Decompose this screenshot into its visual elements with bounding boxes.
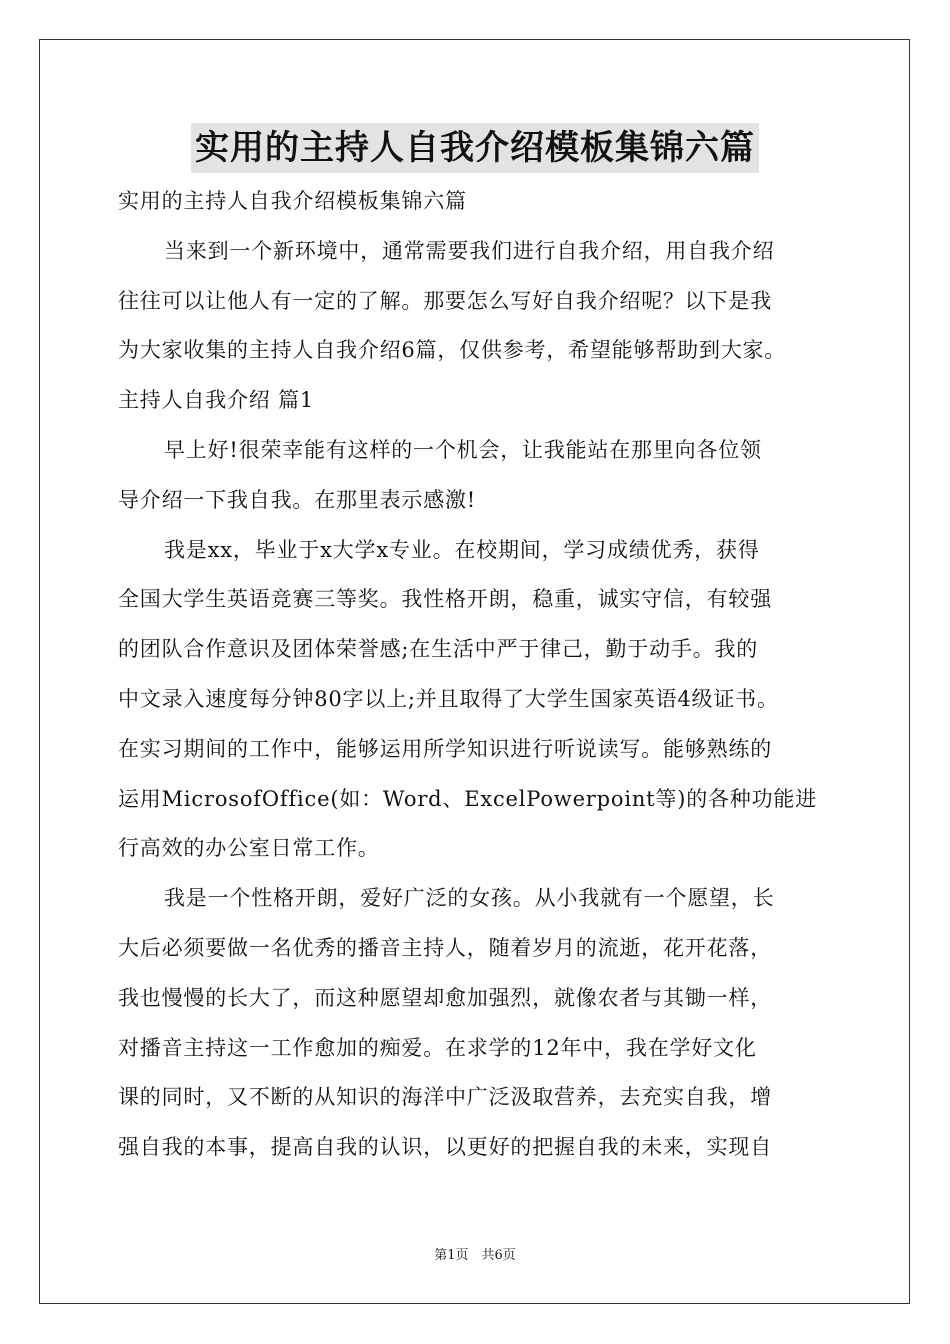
body-line: 运用MicrosofOffice(如：Word、ExcelPowerpoint等)的各种功能进 [118, 786, 817, 811]
body-line: 强自我的本事，提高自我的认识，以更好的把握自我的未来，实现自 [118, 1135, 772, 1160]
body-line: 的团队合作意识及团体荣誉感;在生活中严于律己，勤于动手。我的 [118, 637, 759, 662]
body-line: 我是一个性格开朗，爱好广泛的女孩。从小我就有一个愿望，长 [164, 886, 775, 911]
document-title-text: 实用的主持人自我介绍模板集锦六篇 [191, 123, 759, 173]
body-line: 实用的主持人自我介绍模板集锦六篇 [118, 189, 467, 213]
body-line: 早上好!很荣幸能有这样的一个机会，让我能站在那里向各位领 [164, 437, 762, 462]
document-title [0, 123, 950, 173]
body-line: 对播音主持这一工作愈加的痴爱。在求学的12年中，我在学好文化 [118, 1035, 757, 1060]
body-line: 全国大学生英语竞赛三等奖。我性格开朗，稳重，诚实守信，有较强 [118, 587, 772, 612]
page-number-footer: 第1页 共6页 [434, 1248, 516, 1263]
body-line: 在实习期间的工作中，能够运用所学知识进行听说读写。能够熟练的 [118, 736, 772, 761]
body-line: 行高效的办公室日常工作。 [118, 836, 380, 861]
body-line: 课的同时，又不断的从知识的海洋中广泛汲取营养，去充实自我，增 [118, 1085, 772, 1110]
section-heading: 主持人自我介绍 篇1 [118, 388, 315, 413]
body-line: 中文录入速度每分钟80字以上;并且取得了大学生国家英语4级证书。 [118, 686, 779, 711]
document-body [118, 177, 848, 1173]
body-line: 为大家收集的主持人自我介绍6篇，仅供参考，希望能够帮助到大家。 [118, 338, 787, 363]
body-line: 我是xx，毕业于x大学x专业。在校期间，学习成绩优秀，获得 [164, 537, 760, 562]
body-line: 大后必须要做一名优秀的播音主持人，随着岁月的流逝，花开花落， [118, 935, 772, 960]
body-line: 我也慢慢的长大了，而这种愿望却愈加强烈，就像农者与其锄一样， [118, 985, 772, 1010]
body-line: 当来到一个新环境中，通常需要我们进行自我介绍，用自我介绍 [164, 238, 775, 263]
body-line: 导介绍一下我自我。在那里表示感激! [118, 487, 477, 512]
body-line: 往往可以让他人有一定的了解。那要怎么写好自我介绍呢？以下是我 [118, 288, 772, 313]
